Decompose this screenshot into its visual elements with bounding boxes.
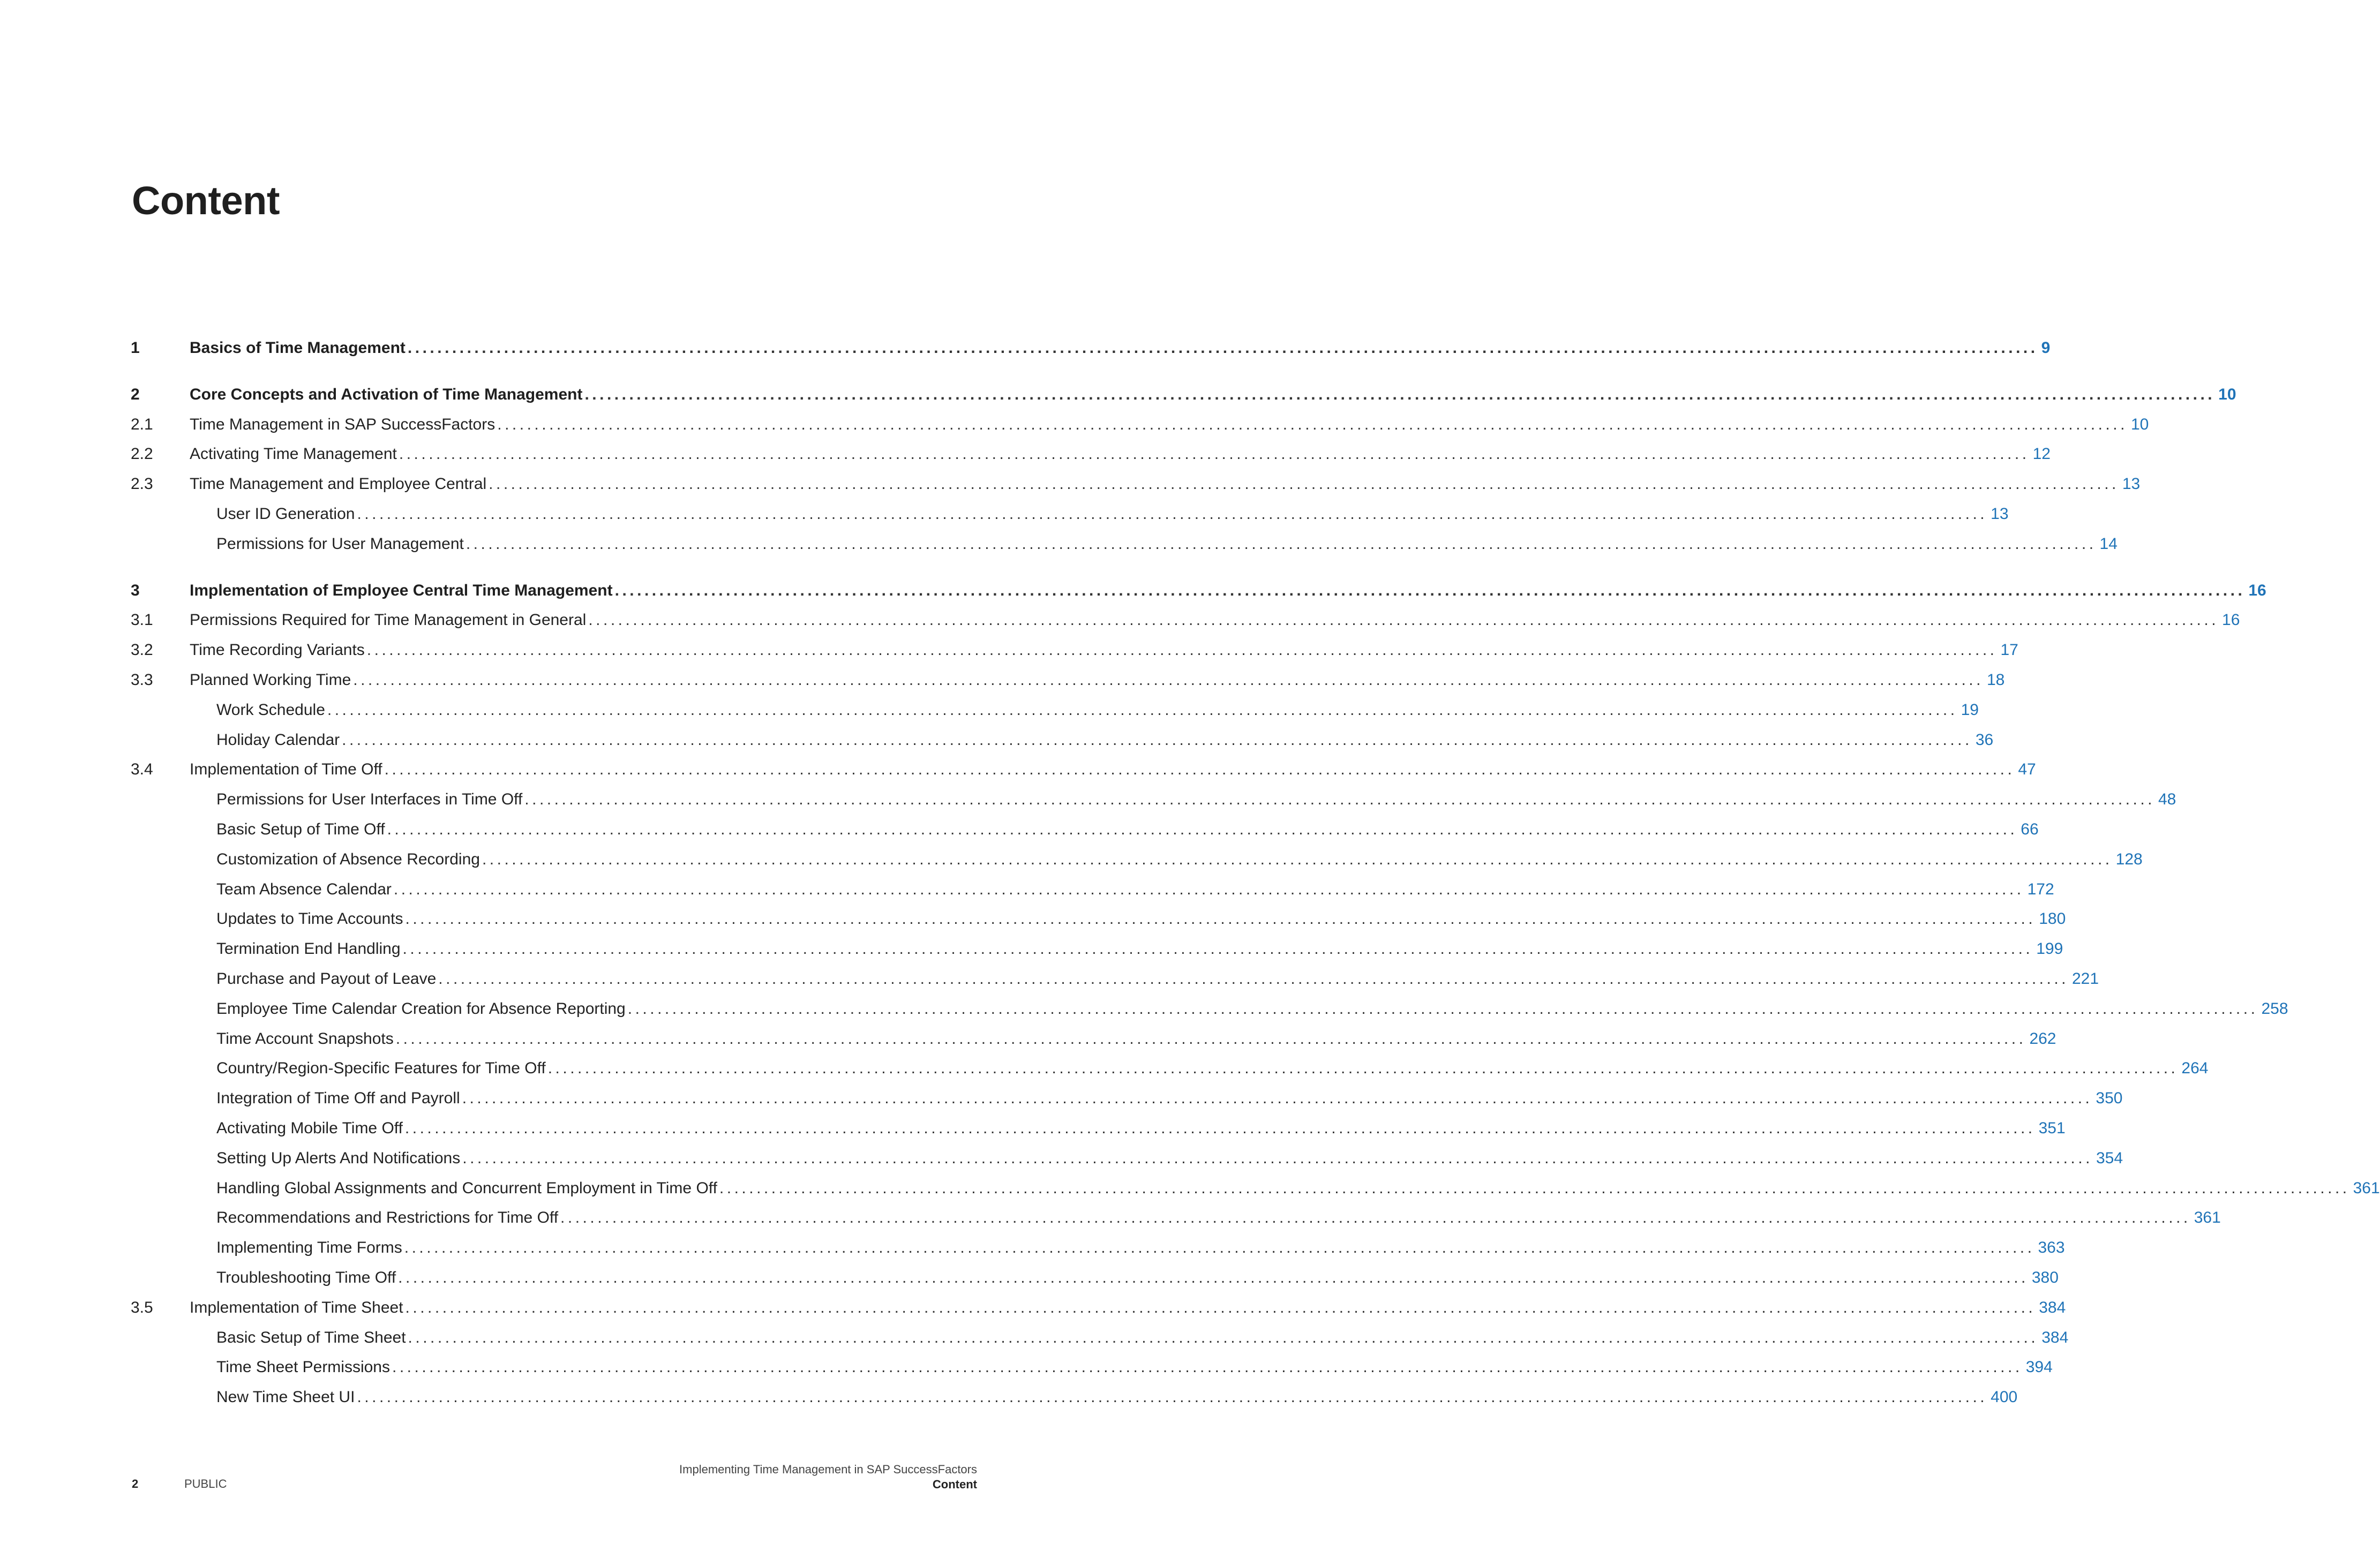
toc-entry-page-link[interactable]: 394 — [2025, 1358, 2053, 1376]
toc-dot-leader: ............................................................................................................................................................................................................................ — [462, 1089, 2093, 1107]
toc-entry[interactable] — [131, 845, 2143, 875]
toc-entry[interactable] — [131, 469, 2141, 499]
toc-dot-leader: ............................................................................................................................................................................................................................ — [627, 1000, 2258, 1018]
toc-entry-title[interactable]: Basic Setup of Time Off — [216, 820, 385, 838]
toc-entry-title[interactable]: Country/Region-Specific Features for Time Off — [216, 1059, 546, 1077]
toc-entry-page-link[interactable]: 17 — [2000, 641, 2018, 659]
toc-entry[interactable] — [131, 1113, 2066, 1143]
toc-entry[interactable] — [131, 875, 2054, 905]
toc-entry-title[interactable]: Work Schedule — [216, 701, 325, 719]
toc-entry-page-link[interactable]: 13 — [1991, 505, 2009, 523]
toc-entry-page-link[interactable]: 13 — [2122, 475, 2141, 493]
footer-section-name: Content — [932, 1478, 977, 1491]
toc-entry-page-link[interactable]: 384 — [2041, 1329, 2069, 1346]
toc-entry[interactable] — [131, 410, 2149, 440]
toc-entry-number: 3.4 — [131, 761, 153, 778]
toc-dot-leader: ............................................................................................................................................................................................................................ — [524, 790, 2155, 808]
toc-entry-title[interactable]: Implementation of Time Off — [190, 761, 382, 778]
toc-entry-page-link[interactable]: 384 — [2039, 1299, 2066, 1316]
toc-entry-title[interactable]: Activating Mobile Time Off — [216, 1119, 403, 1137]
toc-entry[interactable] — [131, 499, 2009, 529]
toc-entry-title[interactable]: New Time Sheet UI — [216, 1388, 355, 1406]
toc-entry-number: 2.3 — [131, 475, 153, 493]
toc-entry-page-link[interactable]: 221 — [2072, 970, 2099, 988]
toc-dot-leader: ............................................................................................................................................................................................................................ — [482, 850, 2113, 868]
toc-entry-title[interactable]: Recommendations and Restrictions for Time Off — [216, 1209, 559, 1226]
toc-entry-title[interactable]: Time Sheet Permissions — [216, 1358, 390, 1376]
toc-entry[interactable] — [131, 1293, 2066, 1323]
toc-entry[interactable] — [131, 1233, 2065, 1263]
toc-entry-title[interactable]: Setting Up Alerts And Notifications — [216, 1149, 461, 1167]
toc-entry[interactable] — [131, 1323, 2069, 1353]
toc-dot-leader: ............................................................................................................................................................................................................................ — [342, 731, 1972, 749]
toc-entry-title[interactable]: User ID Generation — [216, 505, 355, 523]
toc-entry-title[interactable]: Core Concepts and Activation of Time Management — [190, 386, 583, 403]
toc-entry[interactable] — [131, 1263, 2059, 1293]
toc-entry[interactable] — [131, 665, 2005, 695]
toc-entry-page-link[interactable]: 264 — [2181, 1059, 2209, 1077]
toc-entry-title[interactable]: Customization of Absence Recording — [216, 850, 480, 868]
toc-dot-leader: ............................................................................................................................................................................................................................ — [614, 582, 2246, 599]
toc-entry-page-link[interactable]: 361 — [2194, 1209, 2221, 1226]
toc-entry-page-link[interactable]: 400 — [1991, 1388, 2018, 1406]
toc-entry-page-link[interactable]: 258 — [2261, 1000, 2288, 1018]
toc-entry[interactable] — [131, 815, 2039, 845]
toc-entry[interactable] — [131, 605, 2240, 635]
toc-entry-number: 3.1 — [131, 611, 153, 629]
toc-entry-number: 3 — [131, 582, 140, 599]
toc-entry-title[interactable]: Planned Working Time — [190, 671, 351, 689]
toc-dot-leader: ............................................................................................................................................................................................................................ — [392, 1358, 2023, 1376]
toc-entry[interactable] — [131, 964, 2099, 994]
toc-entry[interactable] — [131, 380, 2236, 410]
toc-entry-page-link[interactable]: 351 — [2038, 1119, 2066, 1137]
toc-entry-title[interactable]: Holiday Calendar — [216, 731, 340, 749]
toc-entry-title[interactable]: Troubleshooting Time Off — [216, 1269, 396, 1286]
toc-entry-page-link[interactable]: 66 — [2021, 820, 2039, 838]
toc-entry[interactable] — [131, 785, 2176, 815]
toc-entry-number: 2.1 — [131, 416, 153, 433]
toc-dot-leader: ............................................................................................................................................................................................................................ — [588, 611, 2219, 629]
toc-entry-page-link[interactable]: 12 — [2032, 445, 2051, 463]
toc-dot-leader: ............................................................................................................................................................................................................................ — [387, 820, 2018, 838]
toc-dot-leader: ............................................................................................................................................................................................................................ — [547, 1059, 2179, 1077]
toc-entry[interactable] — [131, 1053, 2209, 1083]
footer-document-title: Implementing Time Management in SAP SuccessFactors — [679, 1463, 977, 1476]
toc-entry-page-link[interactable]: 10 — [2130, 416, 2149, 433]
toc-entry-title[interactable]: Handling Global Assignments and Concurrent Employment in Time Off — [216, 1179, 717, 1197]
toc-dot-leader: ............................................................................................................................................................................................................................ — [357, 1388, 1988, 1406]
toc-dot-leader: ............................................................................................................................................................................................................................ — [407, 339, 2038, 357]
toc-entry[interactable] — [131, 904, 2066, 934]
toc-entry-title[interactable]: Termination End Handling — [216, 940, 401, 958]
toc-dot-leader: ............................................................................................................................................................................................................................ — [584, 386, 2216, 403]
toc-entry-title[interactable]: Activating Time Management — [190, 445, 397, 463]
toc-entry-title[interactable]: Time Recording Variants — [190, 641, 365, 659]
toc-dot-leader: ............................................................................................................................................................................................................................ — [353, 671, 1984, 689]
toc-entry-title[interactable]: Permissions for User Interfaces in Time Off — [216, 790, 523, 808]
toc-entry-title[interactable]: Permissions Required for Time Management in General — [190, 611, 587, 629]
toc-entry[interactable] — [131, 439, 2051, 469]
toc-dot-leader: ............................................................................................................................................................................................................................ — [404, 1239, 2035, 1256]
toc-entry-title[interactable]: Purchase and Payout of Leave — [216, 970, 437, 988]
toc-entry-title[interactable]: Employee Time Calendar Creation for Absence Reporting — [216, 1000, 626, 1018]
toc-entry-page-link[interactable]: 9 — [2041, 339, 2051, 357]
toc-entry-page-link[interactable]: 363 — [2038, 1239, 2065, 1256]
toc-dot-leader: ............................................................................................................................................................................................................................ — [395, 1030, 2026, 1048]
toc-entry-page-link[interactable]: 172 — [2027, 880, 2054, 898]
toc-entry[interactable] — [131, 1352, 2053, 1382]
toc-entry[interactable] — [131, 1203, 2221, 1233]
toc-entry-title[interactable]: Implementation of Time Sheet — [190, 1299, 403, 1316]
toc-entry-page-link[interactable]: 262 — [2029, 1030, 2056, 1048]
toc-entry-number: 1 — [131, 339, 140, 357]
toc-entry[interactable] — [131, 1143, 2123, 1173]
toc-dot-leader: ............................................................................................................................................................................................................................ — [357, 505, 1988, 523]
toc-dot-leader: ............................................................................................................................................................................................................................ — [384, 761, 2015, 778]
toc-entry[interactable] — [131, 635, 2018, 665]
toc-entry-page-link[interactable]: 199 — [2036, 940, 2063, 958]
toc-entry-number: 2.2 — [131, 445, 153, 463]
toc-dot-leader: ............................................................................................................................................................................................................................ — [399, 445, 2030, 463]
toc-entry-page-link[interactable]: 16 — [2248, 582, 2266, 599]
footer-classification: PUBLIC — [184, 1477, 227, 1490]
toc-entry-page-link[interactable]: 361 — [2353, 1179, 2380, 1197]
toc-dot-leader: ............................................................................................................................................................................................................................ — [327, 701, 1958, 719]
toc-entry[interactable] — [131, 755, 2036, 785]
toc-entry[interactable] — [131, 695, 1979, 725]
toc-entry[interactable] — [131, 529, 2118, 559]
page-title: Content — [132, 178, 280, 223]
toc-dot-leader: ............................................................................................................................................................................................................................ — [398, 1269, 2029, 1286]
toc-entry-number: 3.3 — [131, 671, 153, 689]
toc-entry-page-link[interactable]: 19 — [1961, 701, 1979, 719]
toc-entry-title[interactable]: Integration of Time Off and Payroll — [216, 1089, 460, 1107]
toc-entry-title[interactable]: Updates to Time Accounts — [216, 910, 403, 928]
toc-entry-page-link[interactable]: 354 — [2096, 1149, 2123, 1167]
toc-entry-page-link[interactable]: 128 — [2115, 850, 2143, 868]
toc-entry-page-link[interactable]: 36 — [1975, 731, 1994, 749]
toc-entry-title[interactable]: Team Absence Calendar — [216, 880, 392, 898]
toc-dot-leader: ............................................................................................................................................................................................................................ — [466, 535, 2097, 553]
toc-entry-page-link[interactable]: 10 — [2218, 386, 2236, 403]
toc-entry-number: 2 — [131, 386, 140, 403]
toc-dot-leader: ............................................................................................................................................................................................................................ — [408, 1329, 2039, 1346]
toc-dot-leader: ............................................................................................................................................................................................................................ — [438, 970, 2069, 988]
footer-document-info — [679, 1462, 977, 1492]
toc-entry-title[interactable]: Implementing Time Forms — [216, 1239, 402, 1256]
toc-dot-leader: ............................................................................................................................................................................................................................ — [405, 910, 2036, 928]
toc-entry-page-link[interactable]: 350 — [2096, 1089, 2123, 1107]
toc-dot-leader: ............................................................................................................................................................................................................................ — [489, 475, 2119, 493]
toc-entry[interactable] — [131, 1083, 2123, 1113]
toc-entry-number: 3.5 — [131, 1299, 153, 1316]
toc-dot-leader: ............................................................................................................................................................................................................................ — [393, 880, 2024, 898]
toc-entry[interactable] — [131, 576, 2266, 606]
toc-entry[interactable] — [131, 1173, 2380, 1203]
toc-entry-page-link[interactable]: 47 — [2018, 761, 2036, 778]
toc-entry-title[interactable]: Time Management in SAP SuccessFactors — [190, 416, 495, 433]
toc-entry[interactable] — [131, 1382, 2018, 1412]
toc-dot-leader: ............................................................................................................................................................................................................................ — [404, 1119, 2036, 1137]
toc-entry[interactable] — [131, 725, 1994, 755]
toc-entry-title[interactable]: Basics of Time Management — [190, 339, 406, 357]
toc-dot-leader: ............................................................................................................................................................................................................................ — [462, 1149, 2093, 1167]
toc-dot-leader: ............................................................................................................................................................................................................................ — [402, 940, 2033, 958]
toc-dot-leader: ............................................................................................................................................................................................................................ — [497, 416, 2128, 433]
toc-entry[interactable] — [131, 1024, 2056, 1054]
toc-dot-leader: ............................................................................................................................................................................................................................ — [366, 641, 1998, 659]
toc-entry-title[interactable]: Permissions for User Management — [216, 535, 464, 553]
toc-entry-title[interactable]: Time Management and Employee Central — [190, 475, 487, 493]
toc-entry-number: 3.2 — [131, 641, 153, 659]
toc-dot-leader: ............................................................................................................................................................................................................................ — [405, 1299, 2036, 1316]
toc-entry-page-link[interactable]: 18 — [1986, 671, 2005, 689]
toc-entry-title[interactable]: Implementation of Employee Central Time Management — [190, 582, 613, 599]
toc-entry-page-link[interactable]: 180 — [2039, 910, 2066, 928]
toc-entry-title[interactable]: Time Account Snapshots — [216, 1030, 394, 1048]
toc-entry-page-link[interactable]: 380 — [2031, 1269, 2059, 1286]
toc-entry-page-link[interactable]: 48 — [2158, 790, 2176, 808]
toc-dot-leader: ............................................................................................................................................................................................................................ — [719, 1179, 2350, 1197]
toc-entry-title[interactable]: Basic Setup of Time Sheet — [216, 1329, 406, 1346]
toc-entry-page-link[interactable]: 14 — [2099, 535, 2118, 553]
toc-entry[interactable] — [131, 333, 2051, 363]
footer-page-number: 2 — [132, 1477, 139, 1490]
toc-entry[interactable] — [131, 994, 2288, 1024]
toc-entry[interactable] — [131, 934, 2063, 964]
toc-dot-leader: ............................................................................................................................................................................................................................ — [560, 1209, 2191, 1226]
toc-entry-page-link[interactable]: 16 — [2222, 611, 2240, 629]
